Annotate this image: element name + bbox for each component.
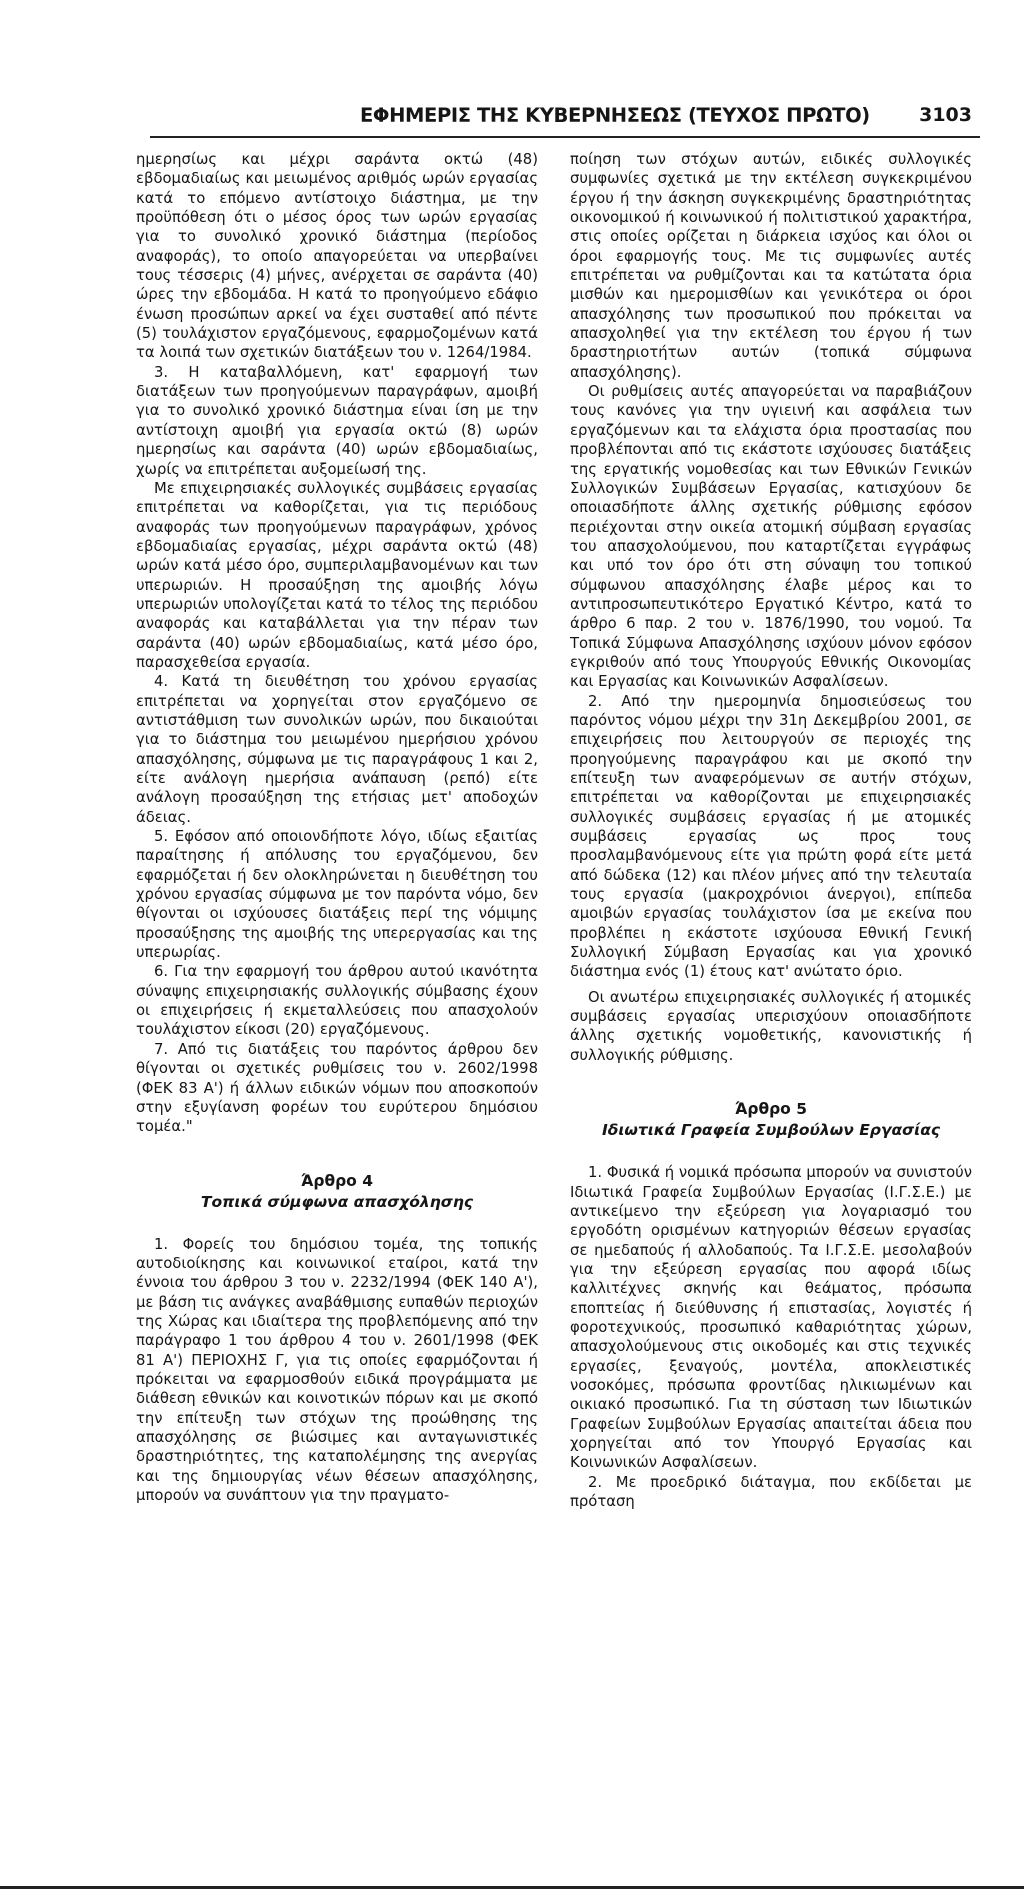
- article-4-heading: [136, 1171, 538, 1213]
- article-number: Άρθρο 4: [300, 1171, 374, 1190]
- paragraph: 6. Για την εφαρμογή του άρθρου αυτού ικανότητα σύναψης επιχειρησιακής συλλογικής σύμβασης έχουν οι επιχειρήσεις ή εκμεταλλεύσεις που απασχολούν τουλάχιστον είκοσι (20) εργαζόμενους.: [136, 963, 538, 1039]
- page-header: [150, 100, 980, 138]
- paragraph: Οι ανωτέρω επιχειρησιακές συλλογικές ή ατομικές συμβάσεις εργασίας υπερισχύουν οποιασδήποτε άλλης σχετικής νομοθετικής, κανονιστικής ή συλλογικής ρύθμισης.: [570, 988, 972, 1064]
- bottom-rule: [0, 1886, 1024, 1889]
- right-column: [570, 150, 972, 1511]
- article-number: Άρθρο 5: [734, 1100, 808, 1119]
- left-column: [136, 150, 538, 1505]
- paragraph: 7. Από τις διατάξεις του παρόντος άρθρου δεν θίγονται οι σχετικές ρυθμίσεις του ν. 2602/1998 (ΦΕΚ 83 Α') ή άλλων ειδικών νόμων που αποσκοπούν στην εξυγίανση φορέων του ευρύτερου δημόσιου τομέα.": [136, 1040, 538, 1136]
- article-5-heading: [570, 1099, 972, 1141]
- paragraph: 1. Φορείς του δημόσιου τομέα, της τοπικής αυτοδιοίκησης και κοινωνικοί εταίροι, κατά την έννοια του άρθρου 3 του ν. 2232/1994 (ΦΕΚ 140 Α'), με βάση τις ανάγκες αναβάθμισης ευπαθών περιοχών της Χώρας και ιδιαίτερα της προβλεπόμενης από την παράγραφο 1 του άρθρου 4 του ν. 2601/1998 (ΦΕΚ 81 Α') ΠΕΡΙΟΧΗΣ Γ, για τις οποίες εφαρμόζονται ή πρόκειται να εφαρμοσθούν ειδικά προγράμματα με διάθεση εθνικών και κοινοτικών πόρων και με σκοπό την επίτευξη των στόχων της προώθησης της απασχόλησης σε βιώσιμες και ανταγωνιστικές δραστηριότητες, της καταπολέμησης της ανεργίας και της δημιουργίας νέων θέσεων απασχόλησης, μπορούν να συνάπτουν για την πραγματο-: [136, 1235, 538, 1504]
- paragraph: Με επιχειρησιακές συλλογικές συμβάσεις εργασίας επιτρέπεται να καθορίζεται, για τις περιόδους αναφοράς των προηγούμενων παραγράφων, χρόνος εβδομαδιαίας εργασίας, μέχρι σαράντα οκτώ (48) ωρών κατά μέσο όρο, συμπεριλαμβανομένων και των υπερωριών. Η προσαύξηση της αμοιβής λόγω υπερωριών υπολογίζεται κατά το τέλος της περιόδου αναφοράς και καταβάλλεται για την πέραν των σαράντα (40) ωρών εβδομαδιαίως, κατά μέσο όρο, παρασχεθείσα εργασία.: [136, 479, 538, 671]
- paragraph: 3. Η καταβαλλόμενη, κατ' εφαρμογή των διατάξεων των προηγούμενων παραγράφων, αμοιβή για το συνολικό χρονικό διάστημα είναι ίση με την αντίστοιχη αμοιβή για εργασία οκτώ (8) ωρών ημερησίως και σαράντα (40) ωρών εβδομαδιαίως, χωρίς να επιτρέπεται αυξομείωσή της.: [136, 363, 538, 478]
- paragraph: ημερησίως και μέχρι σαράντα οκτώ (48) εβδομαδιαίως και μειωμένος αριθμός ωρών εργασίας κατά το επόμενο αντίστοιχο διάστημα, με την προϋπόθεση ότι ο μέσος όρος των ωρών εργασίας για το συνολικό χρονικό διάστημα (περίοδος αναφοράς), το οποίο απαγορεύεται να υπερβαίνει τους τέσσερις (4) μήνες, ανέρχεται σε σαράντα (40) ώρες την εβδομάδα. Η κατά το προηγούμενο εδάφιο ένωση προσώπων αρκεί να έχει συσταθεί από πέντε (5) τουλάχιστον εργαζόμενους, εφαρμοζομένων κατά τα λοιπά των σχετικών διατάξεων του ν. 1264/1984.: [136, 151, 538, 362]
- page-number: 3103: [919, 104, 972, 126]
- paragraph: 2. Με προεδρικό διάταγμα, που εκδίδεται με πρόταση: [570, 1473, 972, 1510]
- article-title: Ιδιωτικά Γραφεία Συμβούλων Εργασίας: [601, 1121, 941, 1140]
- paragraph: 1. Φυσικά ή νομικά πρόσωπα μπορούν να συνιστούν Ιδιωτικά Γραφεία Συμβούλων Εργασίας (Ι.Γ.Σ.Ε.) με αντικείμενο την εξεύρεση για λογαριασμό του εργοδότη ορισμένων κατηγοριών θέσεων εργασίας σε ημεδαπούς ή αλλοδαπούς. Τα Ι.Γ.Σ.Ε. μεσολαβούν για την εξεύρεση εργασίας που αφορά ιδίως καλλιτέχνες σκηνής και θεάματος, πρόσωπα εποπτείας ή διεύθυνσης ή επιστασίας, λογιστές ή φοροτεχνικούς, προσωπικό καθαριότητας χώρων, απασχολούμενους στις οικοδομές και στις τεχνικές εργασίες, ξεναγούς, μοντέλα, αποκλειστικές νοσοκόμες, πρόσωπα φροντίδας ηλικιωμένων και οικιακό προσωπικό. Για τη σύσταση των Ιδιωτικών Γραφείων Συμβούλων Εργασίας απαιτείται άδεια που χορηγείται από τον Υπουργό Εργασίας και Κοινωνικών Ασφαλίσεων.: [570, 1164, 972, 1472]
- gazette-title: ΕΦΗΜΕΡΙΣ ΤΗΣ ΚΥΒΕΡΝΗΣΕΩΣ (ΤΕΥΧΟΣ ΠΡΩΤΟ): [360, 104, 870, 127]
- paragraph: Οι ρυθμίσεις αυτές απαγορεύεται να παραβιάζουν τους κανόνες για την υγιεινή και ασφάλεια των εργαζόμενων και τα ελάχιστα όρια προστασίας που προβλέπονται από τις εκάστοτε ισχύουσες διατάξεις της εργατικής νομοθεσίας και των Εθνικών Γενικών Συλλογικών Συμβάσεων Εργασίας, κατισχύουν δε οποιασδήποτε άλλης σχετικής ρύθμισης εφόσον περιέχονται στην οικεία ατομική σύμβαση εργασίας του απασχολούμενου, που καταρτίζεται εγγράφως και υπό τον όρο ότι στη σύναψη του τοπικού σύμφωνου απασχόλησης έλαβε μέρος και το αντιπροσωπευτικότερο Εργατικό Κέντρο, κατά το άρθρο 6 παρ. 2 του ν. 1876/1990, του νομού. Τα Τοπικά Σύμφωνα Απασχόλησης ισχύουν μόνον εφόσον εγκριθούν από τους Υπουργούς Εθνικής Οικονομίας και Εργασίας και Κοινωνικών Ασφαλίσεων.: [570, 383, 972, 691]
- paragraph: 4. Κατά τη διευθέτηση του χρόνου εργασίας επιτρέπεται να χορηγείται στον εργαζόμενο σε αντιστάθμιση των συνολικών ωρών, που δικαιούται για το διάστημα του μειωμένου ημερήσιου χρόνου απασχόλησης, σύμφωνα με τις παραγράφους 1 και 2, είτε ανάλογη ημερήσια ανάπαυση (ρεπό) είτε ανάλογη προσαύξηση της ετήσιας μετ' αποδοχών άδειας.: [136, 673, 538, 826]
- article-title: Τοπικά σύμφωνα απασχόλησης: [200, 1192, 474, 1211]
- paragraph: 5. Εφόσον από οποιονδήποτε λόγο, ιδίως εξαιτίας παραίτησης ή απόλυσης του εργαζόμενου, δεν εφαρμόζεται ή δεν ολοκληρώνεται η διευθέτηση του χρόνου εργασίας σύμφωνα με τον παρόντα νόμο, δεν θίγονται οι ισχύουσες διατάξεις περί της νόμιμης προσαύξησης της αμοιβής της υπερεργασίας και της υπερωρίας.: [136, 828, 538, 962]
- paragraph: 2. Από την ημερομηνία δημοσιεύσεως του παρόντος νόμου μέχρι την 31η Δεκεμβρίου 2001, σε επιχειρήσεις που λειτουργούν σε περιοχές της προηγούμενης παραγράφου και με σκοπό την επίτευξη των αναφερόμενων σε αυτήν στόχων, επιτρέπεται να καθορίζονται με επιχειρησιακές συλλογικές συμβάσεις εργασίας ή με ατομικές συμβάσεις εργασίας ως προς τους προσλαμβανόμενους είτε για πρώτη φορά είτε μετά από δώδεκα (12) και πλέον μήνες από την τελευταία τους εργασία (μακροχρόνιοι άνεργοι), επίπεδα αμοιβών εργασίας τουλάχιστον ίσα με εκείνα που προβλέπει η εκάστοτε ισχύουσα Εθνική Γενική Συλλογική Σύμβαση Εργασίας και για χρονικό διάστημα ενός (1) έτους κατ' ανώτατο όριο.: [570, 692, 972, 981]
- paragraph: ποίηση των στόχων αυτών, ειδικές συλλογικές συμφωνίες σχετικά με την εκτέλεση συγκεκριμένου έργου ή την άσκηση συγκεκριμένης δραστηριότητας οικονομικού ή κοινωνικού ή πολιτιστικού χαρακτήρα, στις οποίες ορίζεται η διάρκεια ισχύος και όλοι οι όροι εφαρμογής τους. Με τις συμφωνίες αυτές επιτρέπεται να ρυθμίζονται και τα κατώτατα όρια μισθών και ημερομισθίων και γενικότερα οι όροι απασχόλησης των προσωπικού που πρόκειται να απασχοληθεί για την εκτέλεση του έργου ή των δραστηριοτήτων αυτών (τοπικά σύμφωνα απασχόλησης).: [570, 151, 972, 381]
